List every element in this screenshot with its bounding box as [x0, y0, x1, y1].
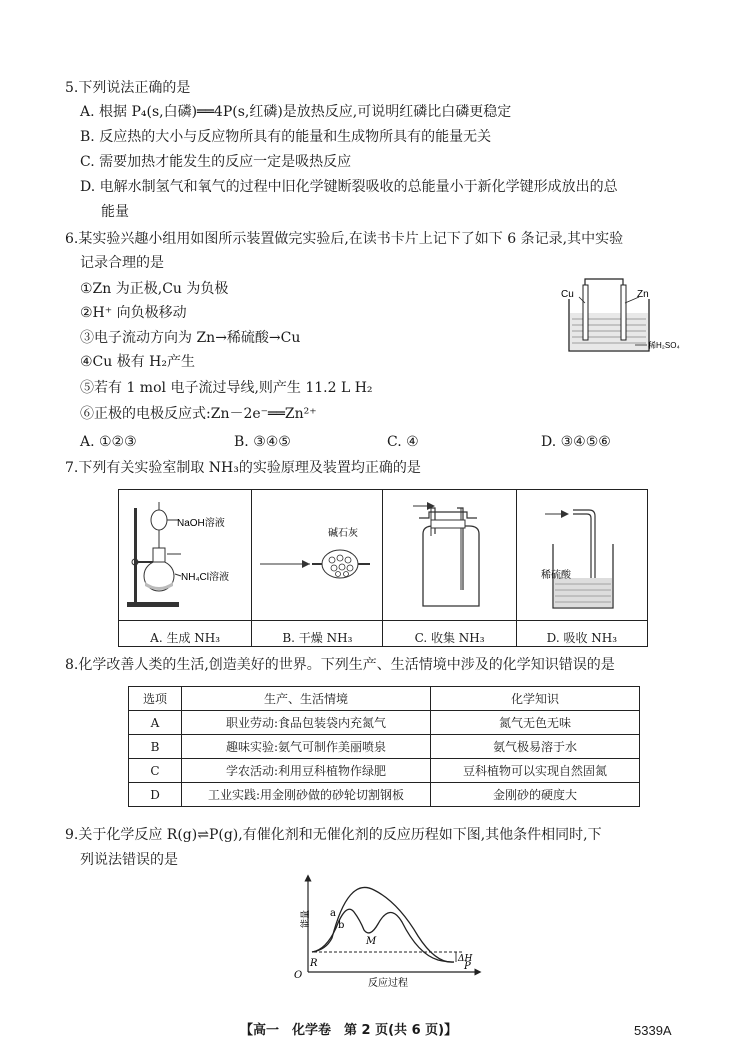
q5-option-c: C. 需要加热才能发生的反应一定是吸热反应 [80, 154, 352, 170]
page-footer: 【高一 化学卷 第 2 页(共 6 页)】 [240, 1023, 458, 1038]
header-knowledge: 化学知识 [431, 687, 640, 711]
q6-item-2: ②H⁺ 向负极移动 [80, 305, 187, 321]
soda-lime-label: 碱石灰 [328, 528, 359, 539]
q6-item-5: ⑤若有 1 mol 电子流过导线,则产生 11.2 L H₂ [80, 380, 373, 396]
apparatus-c-cell [383, 490, 516, 621]
q5-option-a: A. 根据 P₄(s,白磷)══4P(s,红磷)是放热反应,可说明红磷比白磷更稳定 [80, 104, 512, 120]
q6-item-1: ①Zn 为正极,Cu 为负极 [80, 281, 229, 297]
row-option: C [129, 759, 182, 783]
reactant-r-label: R [310, 958, 318, 969]
table-row [129, 711, 640, 735]
row-knowledge: 豆科植物可以实现自然固氮 [431, 759, 640, 783]
row-option: A [129, 711, 182, 735]
q7-stem: 7.下列有关实验室制取 NH₃的实验原理及装置均正确的是 [65, 460, 421, 476]
q6-stem: 6.某实验兴趣小组用如图所示装置做完实验后,在读书卡片上记下了如下 6 条记录,其中实验 [65, 231, 624, 247]
q5-option-b: B. 反应热的大小与反应物所具有的能量和生成物所具有的能量无关 [80, 129, 492, 145]
q9-stem: 9.关于化学反应 R(g)⇌P(g),有催化剂和无催化剂的反应历程如下图,其他条件相同时,下 [65, 827, 602, 843]
origin-label: O [294, 970, 303, 981]
intermediate-m-label: M [366, 936, 377, 947]
q6-item-4: ④Cu 极有 H₂产生 [80, 354, 196, 370]
dilute-sulfuric-acid-label: 稀H₂SO₄ [648, 341, 680, 350]
q7-apparatus-table [118, 489, 648, 647]
q5-option-d: D. 电解水制氢气和氧气的过程中旧化学键断裂吸收的总能量小于新化学键形成放出的总 [80, 179, 618, 195]
table-row [129, 759, 640, 783]
drying-tube-apparatus [252, 490, 382, 620]
q6-item-6: ⑥正极的电极反应式:Zn－2e⁻══Zn²⁺ [80, 406, 317, 422]
caption-b: B. 干燥 NH₃ [252, 621, 383, 647]
nh4cl-solution-label: NH₄Cl溶液 [181, 572, 229, 583]
row-option: D [129, 783, 182, 807]
row-scenario: 趣味实验:氨气可制作美丽喷泉 [182, 735, 431, 759]
apparatus-a-cell [119, 490, 252, 621]
delta-h-label: ΔH [458, 954, 473, 964]
q6-option-d: D. ③④⑤⑥ [541, 434, 611, 450]
caption-a: A. 生成 NH₃ [119, 621, 252, 647]
table-row [129, 735, 640, 759]
absorption-beaker-apparatus [517, 490, 647, 620]
apparatus-d-cell [516, 490, 647, 621]
caption-c: C. 收集 NH₃ [383, 621, 516, 647]
table-row [129, 783, 640, 807]
row-scenario: 职业劳动:食品包装袋内充氮气 [182, 711, 431, 735]
x-axis-label: 反应过程 [368, 978, 408, 989]
header-option: 选项 [129, 687, 182, 711]
curve-b-label: b [338, 920, 345, 931]
row-scenario: 工业实践:用金刚砂做的砂轮切割钢板 [182, 783, 431, 807]
row-knowledge: 金刚砂的硬度大 [431, 783, 640, 807]
caption-d: D. 吸收 NH₃ [516, 621, 647, 647]
q6-option-b: B. ③④⑤ [234, 434, 291, 450]
naoh-solution-label: NaOH溶液 [177, 518, 225, 529]
dilute-acid-label: 稀硫酸 [540, 570, 571, 581]
ammonia-generator-apparatus [119, 490, 251, 620]
q5-option-d-cont: 能量 [101, 204, 129, 220]
row-option: B [129, 735, 182, 759]
product-p-label: P [464, 961, 471, 972]
q5-stem: 5.下列说法正确的是 [65, 80, 191, 96]
q6-option-a: A. ①②③ [80, 434, 137, 450]
q9-stem-cont: 列说法错误的是 [80, 852, 178, 868]
y-axis-label: 能量 [301, 909, 311, 928]
header-scenario: 生产、生活情境 [182, 687, 431, 711]
row-knowledge: 氮气无色无味 [431, 711, 640, 735]
table-header-row [129, 687, 640, 711]
cu-electrode-label: Cu [561, 289, 574, 300]
curve-a-label: a [330, 908, 336, 919]
q6-item-3: ③电子流动方向为 Zn→稀硫酸→Cu [80, 330, 301, 346]
q6-option-c: C. ④ [387, 434, 419, 450]
apparatus-b-cell [252, 490, 383, 621]
q8-stem: 8.化学改善人类的生活,创造美好的世界。下列生产、生活情境中涉及的化学知识错误的是 [65, 657, 615, 673]
zn-electrode-label: Zn [637, 289, 649, 300]
row-scenario: 学农活动:利用豆科植物作绿肥 [182, 759, 431, 783]
q6-stem-cont: 记录合理的是 [80, 255, 164, 271]
row-knowledge: 氨气极易溶于水 [431, 735, 640, 759]
paper-code: 5339A [634, 1023, 672, 1038]
gas-collection-bottle-apparatus [383, 490, 515, 620]
reaction-energy-diagram [286, 872, 486, 990]
galvanic-cell-figure [555, 275, 680, 365]
q8-table [128, 686, 640, 807]
